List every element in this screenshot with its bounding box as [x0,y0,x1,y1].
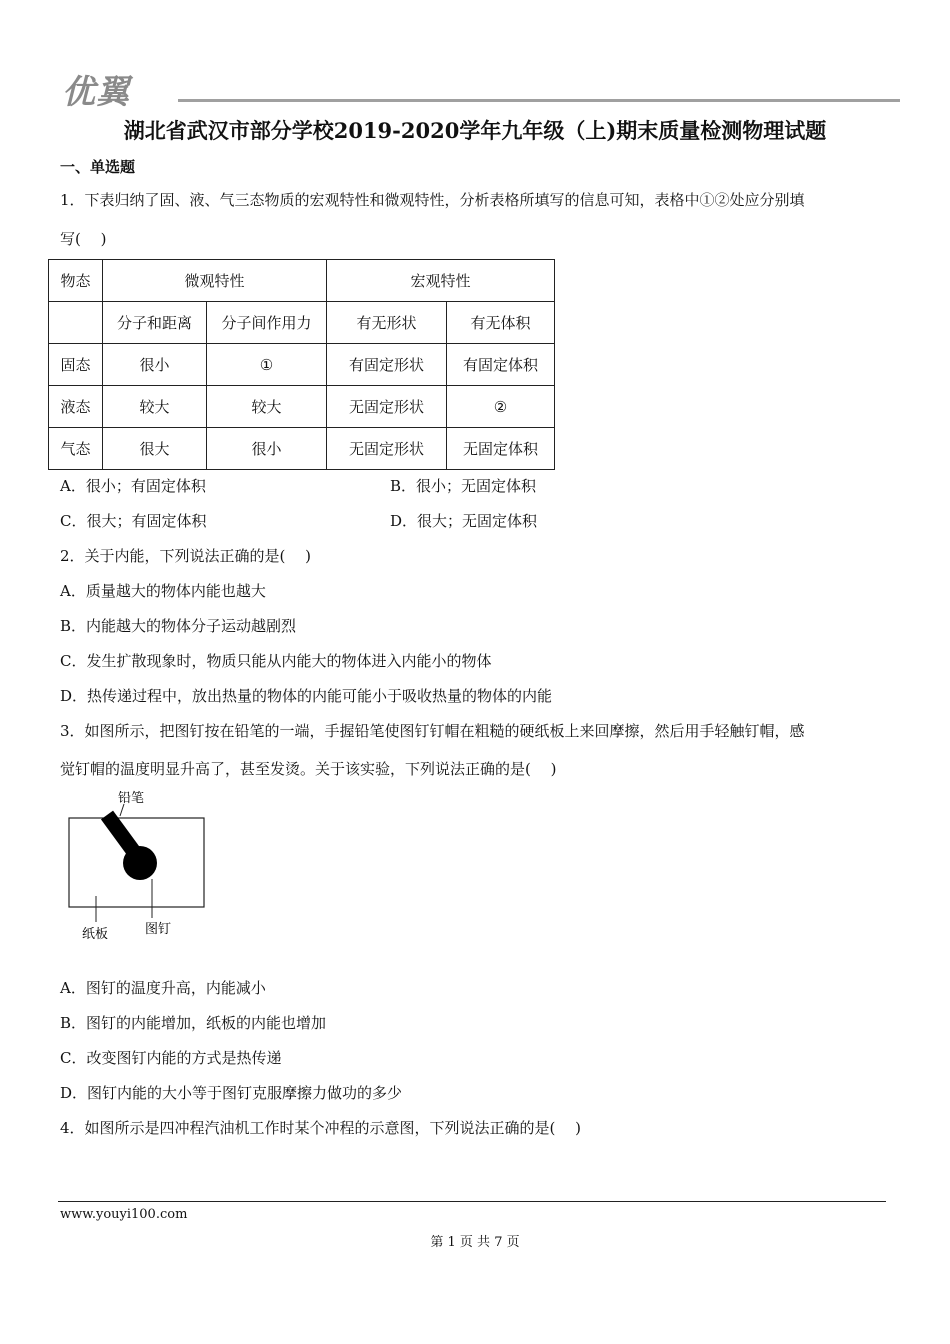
table-row [49,386,555,428]
table-cell: 微观特性 [103,260,327,302]
table-row [49,428,555,470]
table-row [49,344,555,386]
q1-table [48,259,555,470]
section-title: 一、单选题 [60,158,136,176]
q3-figure [60,788,220,948]
table-cell: 分子和距离 [103,302,207,344]
table-cell: 无固定形状 [327,386,447,428]
q3-option-d: D．图钉内能的大小等于图钉克服摩擦力做功的多少 [60,1084,403,1102]
page-number: 第 1 页 共 7 页 [430,1235,520,1250]
table-cell: 物态 [49,260,103,302]
header-divider [178,99,900,102]
table-cell: 宏观特性 [327,260,555,302]
table-cell: 有固定体积 [447,344,555,386]
table-cell: 有无体积 [447,302,555,344]
q1-option-b: B．很小；无固定体积 [390,477,537,495]
table-cell [49,302,103,344]
table-cell: 较大 [103,386,207,428]
q2-option-a: A．质量越大的物体内能也越大 [60,582,266,600]
table-cell: 固态 [49,344,103,386]
logo: 优翼 [62,72,130,111]
q2-option-b: B．内能越大的物体分子运动越剧烈 [60,617,297,635]
table-cell: ② [447,386,555,428]
table-cell: 很小 [207,428,327,470]
footer-url: www.youyi100.com [60,1207,188,1222]
footer-divider [58,1201,886,1202]
table-cell: 很大 [103,428,207,470]
table-cell: 无固定体积 [447,428,555,470]
board-label: 纸板 [82,927,109,942]
q3-stem-line1: 3．如图所示，把图钉按在铅笔的一端，手握铅笔使图钉钉帽在粗糙的硬纸板上来回摩擦，然后用手轻触钉帽，感 [60,722,805,740]
table-cell: 很小 [103,344,207,386]
page-title: 湖北省武汉市部分学校2019-2020学年九年级（上)期末质量检测物理试题 [123,118,827,143]
table-cell: ① [207,344,327,386]
q1-option-c: C．很大；有固定体积 [60,512,207,530]
pin-head [123,846,157,880]
q3-option-a: A．图钉的温度升高，内能减小 [60,979,266,997]
q1-stem-line2: 写( ) [60,230,107,248]
table-cell: 液态 [49,386,103,428]
table-cell: 分子间作用力 [207,302,327,344]
q2-option-c: C．发生扩散现象时，物质只能从内能大的物体进入内能小的物体 [60,652,492,670]
table-cell: 有无形状 [327,302,447,344]
q2-stem: 2．关于内能，下列说法正确的是( ) [60,547,312,565]
table-cell: 较大 [207,386,327,428]
q2-option-d: D．热传递过程中，放出热量的物体的内能可能小于吸收热量的物体的内能 [60,687,553,705]
q3-option-b: B．图钉的内能增加，纸板的内能也增加 [60,1014,327,1032]
table-cell: 有固定形状 [327,344,447,386]
table-cell: 气态 [49,428,103,470]
q4-stem: 4．如图所示是四冲程汽油机工作时某个冲程的示意图，下列说法正确的是( ) [60,1119,582,1137]
q1-option-a: A．很小；有固定体积 [60,477,206,495]
q1-stem-line1: 1．下表归纳了固、液、气三态物质的宏观特性和微观特性，分析表格所填写的信息可知，表格中①②处应分别填 [60,191,805,209]
q1-option-d: D．很大；无固定体积 [390,512,538,530]
table-cell: 无固定形状 [327,428,447,470]
q3-option-c: C．改变图钉内能的方式是热传递 [60,1049,282,1067]
pin-label: 图钉 [145,922,172,937]
q3-stem-line2: 觉钉帽的温度明显升高了，甚至发烫。关于该实验，下列说法正确的是( ) [60,760,557,778]
pencil-label: 铅笔 [118,791,145,806]
